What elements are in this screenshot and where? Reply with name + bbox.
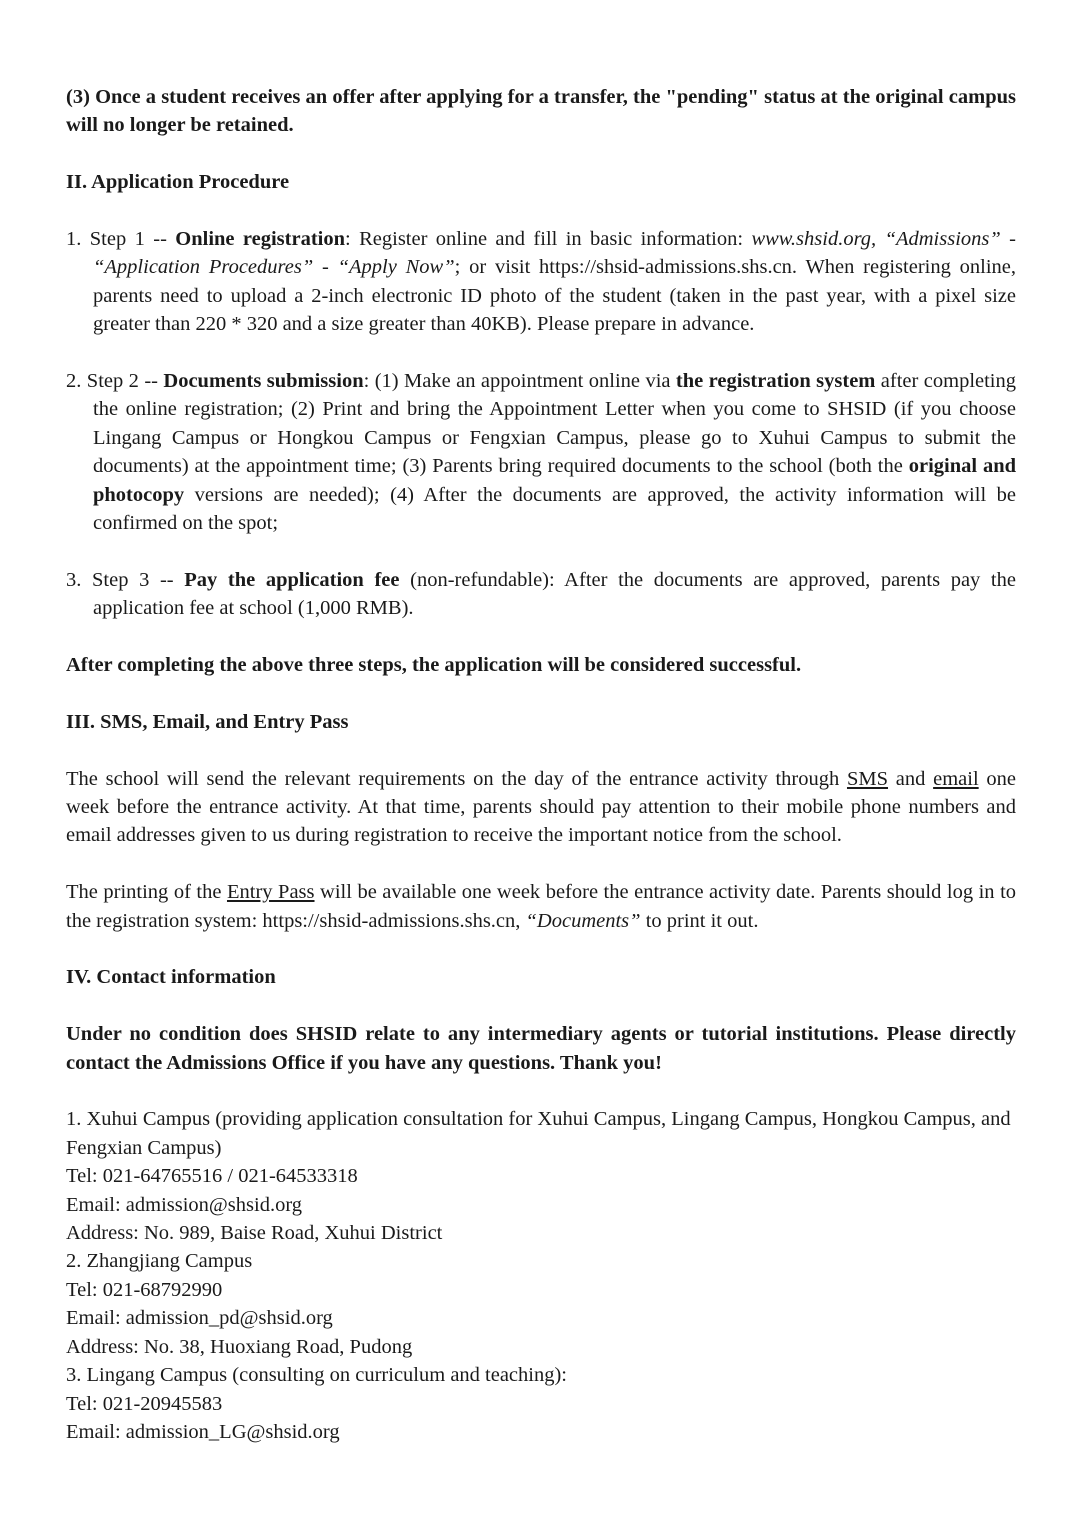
contact-line: Address: No. 38, Huoxiang Road, Pudong <box>66 1335 413 1358</box>
contact-line: 1. Xuhui Campus (providing application consultation for Xuhui Campus, Lingang Campus, Hongkou Campus, and Fengxian Campus) <box>66 1108 1011 1159</box>
contact-line: Email: admission@shsid.org <box>66 1193 303 1216</box>
email-term: email <box>933 767 979 790</box>
intermediary-warning: Under no condition does SHSID relate to any intermediary agents or tutorial institutions. Please directly contact the Admissions Office if you have any questions. Thank you! <box>66 1023 1016 1074</box>
contact-list <box>66 1105 1016 1446</box>
section-heading-application-procedure: II. Application Procedure <box>66 171 290 194</box>
section-heading-sms-email: III. SMS, Email, and Entry Pass <box>66 710 349 733</box>
entry-pass-term: Entry Pass <box>226 881 315 904</box>
section-heading-contact: IV. Contact information <box>66 966 276 989</box>
step-1: 1. Step 1 -- Online registration: Register online and fill in basic information: www.shsid.org, “Admissions” - “Application Procedures” - “Apply Now”; or visit https://shsid-admissions.shs.cn. When registering online, parents need to upload a 2-inch electronic ID photo of the student (taken in the past year, with a pixel size greater than 220 * 320 and a size greater than 40KB). Please prepare in advance. <box>66 228 1016 336</box>
sms-email-paragraph: The school will send the relevant requirements on the day of the entrance activity through SMS and email one week before the entrance activity. At that time, parents should pay attention to their mobile phone numbers and email addresses given to us during registration to receive the important notice from the school. <box>66 767 1016 847</box>
step-2: 2. Step 2 -- Documents submission: (1) Make an appointment online via the registration system after completing the online registration; (2) Print and bring the Appointment Letter when you come to SHSID (if you choose Lingang Campus or Hongkou Campus or Fengxian Campus, please go to Xuhui Campus to submit the documents) at the appointment time; (3) Parents bring required documents to the school (both the original and photocopy versions are needed); (4) After the documents are approved, the activity information will be confirmed on the spot; <box>66 370 1017 535</box>
retention-note: (3) Once a student receives an offer after applying for a transfer, the "pending" status at the original campus will no longer be retained. <box>66 86 1016 137</box>
contact-line: Tel: 021-68792990 <box>66 1278 223 1301</box>
contact-line: Address: No. 989, Baise Road, Xuhui District <box>66 1222 443 1245</box>
contact-line: 2. Zhangjiang Campus <box>66 1250 253 1273</box>
contact-line: Email: admission_pd@shsid.org <box>66 1307 333 1330</box>
document-page <box>66 83 1016 1446</box>
success-note: After completing the above three steps, the application will be considered successful. <box>66 654 802 677</box>
contact-line: Tel: 021-64765516 / 021-64533318 <box>66 1165 358 1188</box>
sms-term: SMS <box>846 767 889 790</box>
contact-line: Tel: 021-20945583 <box>66 1392 223 1415</box>
contact-line: 3. Lingang Campus (consulting on curriculum and teaching): <box>66 1364 567 1387</box>
step-3: 3. Step 3 -- Pay the application fee (non-refundable): After the documents are approved, parents pay the application fee at school (1,000 RMB). <box>66 568 1016 620</box>
step-1-title: Online registration <box>175 228 346 250</box>
documents-menu: “Documents” <box>525 909 641 932</box>
website-path: www.shsid.org, “Admissions” - “Application Procedures” - “Apply Now” <box>93 228 1016 279</box>
step-2-title: Documents submission <box>163 370 364 393</box>
entry-pass-paragraph: The printing of the Entry Pass will be available one week before the entrance activity date. Parents should log in to the registration system: https://shsid-admissions.shs.cn, “Documents” to print it out. <box>66 881 1017 932</box>
step-3-title: Pay the application fee <box>184 568 400 591</box>
contact-line: Email: admission_LG@shsid.org <box>66 1420 340 1443</box>
